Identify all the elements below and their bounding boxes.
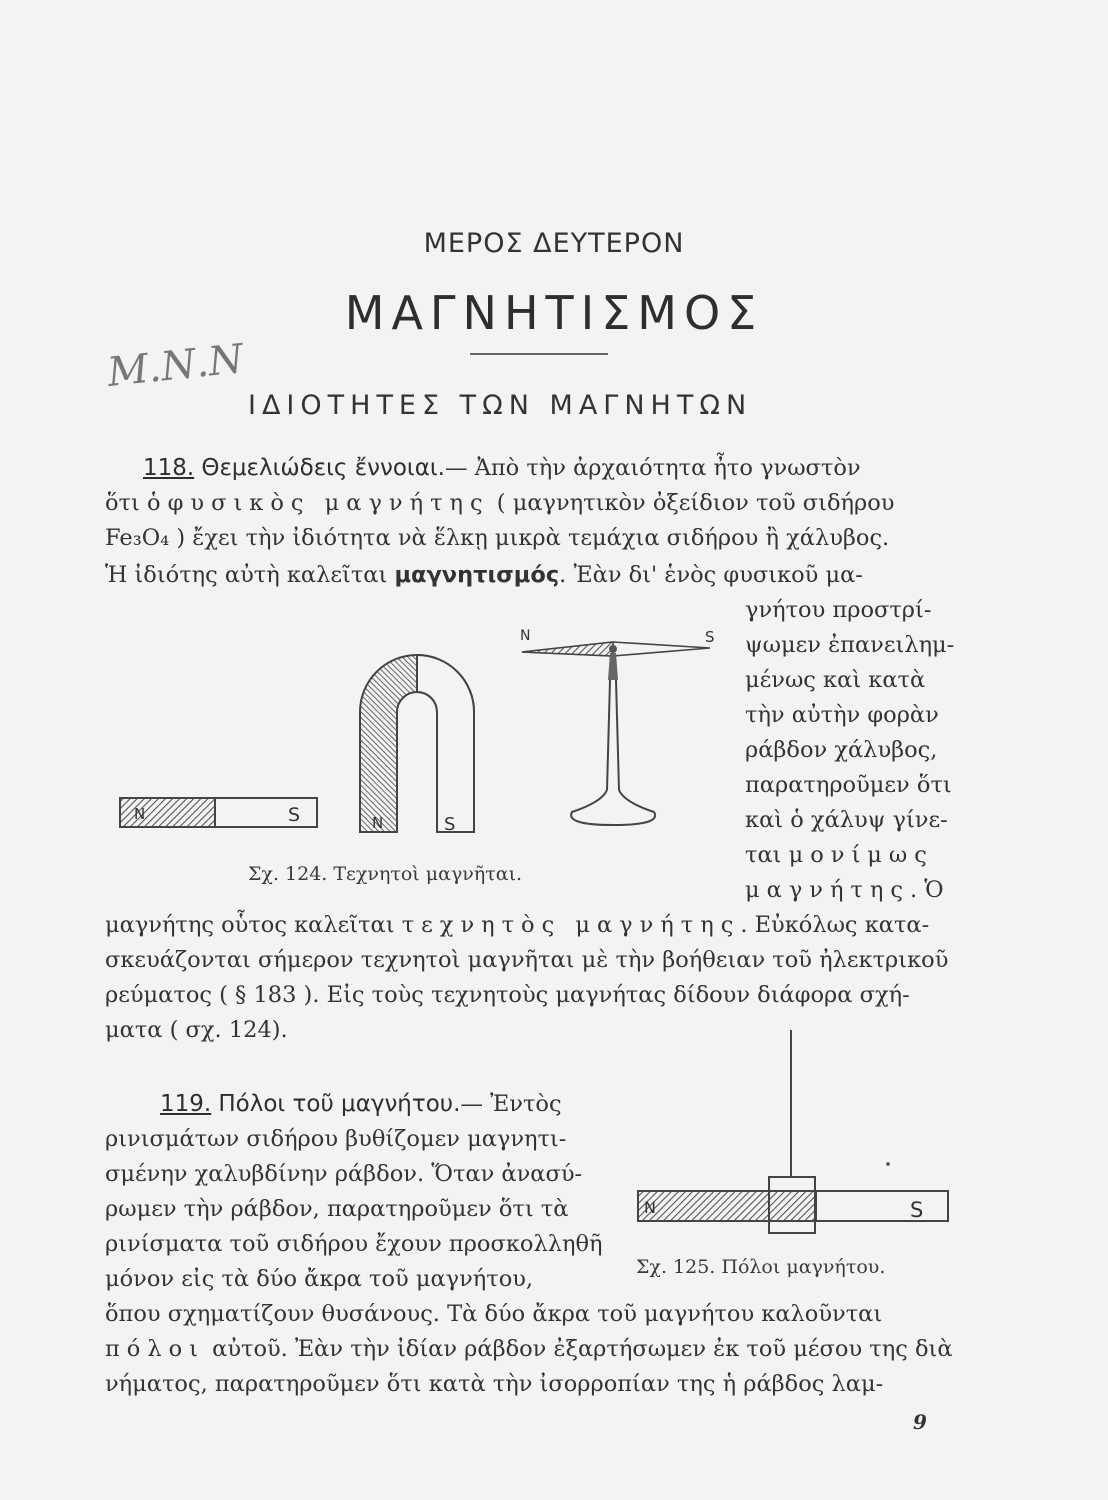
section-number: 119. (160, 1091, 212, 1117)
emphasis-term: φυσικὸς μαγνήτης (167, 490, 490, 516)
figure-124 (110, 620, 740, 850)
paragraph-119-line-8 (105, 1336, 953, 1362)
figure-125 (630, 1020, 970, 1250)
section-heading-119: Πόλοι τοῦ μαγνήτου. (218, 1091, 461, 1117)
chapter-title: ΜΑΓΝΗΤΙΣΜΟΣ (344, 286, 764, 340)
needle-n-label: N (520, 628, 531, 644)
bar-magnet-s-label: S (288, 804, 301, 826)
emphasis-term: πόλοι (105, 1336, 205, 1362)
horseshoe-magnet (360, 655, 474, 835)
handwritten-mark: Μ.Ν.Ν (105, 335, 246, 396)
term-magnetism: μαγνητισμός (394, 562, 560, 588)
text-run: — Ἐντὸς (460, 1091, 562, 1117)
side-line-1: γνήτου προστρί- (745, 597, 932, 623)
text-run: — Ἀπὸ τὴν ἀρχαιότητα ἦτο γνωστὸν (444, 455, 861, 481)
paragraph-119-line-2: ρινισμάτων σιδήρου βυθίζομεν μαγνητι- (105, 1126, 567, 1152)
text-run: ὅτι ὁ (105, 490, 161, 516)
paragraph-118-line-1 (143, 455, 861, 481)
text-run: . Εὐκόλως κατα- (740, 912, 930, 938)
paragraph-119-line-6: μόνον εἰς τὰ δύο ἄκρα τοῦ μαγνήτου, (105, 1266, 534, 1292)
emphasis-term: μονίμως (788, 842, 934, 868)
horseshoe-s-label: S (444, 814, 456, 835)
side-line-9 (745, 877, 944, 903)
text-run: . Ἐὰν δι' ἑνὸς φυσικοῦ μα- (559, 562, 863, 588)
text-run: μαγνήτης οὗτος καλεῖται (105, 912, 395, 938)
paragraph-118-after-2: σκευάζονται σήμερον τεχνητοὶ μαγνῆται μὲ τὴν βοήθειαν τοῦ ἠλεκτρικοῦ (105, 947, 949, 973)
bar-magnet-n-label: N (134, 805, 146, 823)
paragraph-119-line-9: νήματος, παρατηροῦμεν ὅτι κατὰ τὴν ἰσορροπίαν της ἡ ράβδος λαμ- (105, 1371, 884, 1397)
paragraph-118-line-4 (105, 562, 863, 588)
horseshoe-n-label: N (372, 814, 384, 832)
suspended-bar-magnet (638, 1177, 948, 1233)
text-run: . Ὁ (909, 877, 944, 903)
text-run: ( μαγνητικὸν ὀξείδιον τοῦ σιδήρου (496, 490, 895, 516)
section-heading: ΙΔΙΟΤΗΤΕΣ ΤΩΝ ΜΑΓΝΗΤΩΝ (248, 390, 753, 421)
paragraph-119-line-3: σμένην χαλυβδίνην ράβδον. Ὅταν ἀνασύ- (105, 1161, 583, 1187)
figure-125-caption: Σχ. 125. Πόλοι μαγνήτου. (636, 1256, 886, 1278)
side-line-3: μένως καὶ κατὰ (745, 667, 926, 693)
part-label: ΜΕΡΟΣ ΔΕΥΤΕΡΟΝ (423, 228, 685, 259)
text-run: ται (745, 842, 782, 868)
side-line-4: τὴν αὐτὴν φορὰν (745, 702, 939, 728)
emphasis-term: τεχνητὸς μαγνήτης (401, 912, 741, 938)
figure-124-caption: Σχ. 124. Τεχνητοὶ μαγνῆται. (248, 863, 523, 885)
side-line-8 (745, 842, 934, 868)
paragraph-118-line-2 (105, 490, 894, 516)
bar-n-label: N (644, 1198, 656, 1217)
paragraph-118-after-3: ρεύματος ( § 183 ). Εἰς τοὺς τεχνητοὺς μαγνήτας δίδουν διάφορα σχή- (105, 982, 910, 1008)
paragraph-119-line-5: ρινίσματα τοῦ σιδήρου ἔχουν προσκολληθῆ (105, 1231, 603, 1257)
side-line-2: ψωμεν ἐπανειλημ- (745, 632, 955, 658)
paragraph-119-line-7: ὅπου σχηματίζουν θυσάνους. Τὰ δύο ἄκρα τοῦ μαγνήτου καλοῦνται (105, 1301, 883, 1327)
section-heading-118: Θεμελιώδεις ἔννοιαι. (201, 455, 445, 481)
emphasis-term: μαγνήτης (745, 877, 910, 903)
section-number: 118. (143, 455, 195, 481)
paragraph-119-line-4: ρωμεν τὴν ράβδον, παρατηροῦμεν ὅτι τὰ (105, 1196, 569, 1222)
paragraph-119-line-1 (160, 1091, 562, 1117)
paragraph-118-line-3: Fe₃O₄ ) ἔχει τὴν ἰδιότητα νὰ ἕλκῃ μικρὰ τεμάχια σιδήρου ἢ χάλυβος. (105, 525, 890, 551)
title-rule (470, 353, 608, 355)
side-line-5: ράβδον χάλυβος, (745, 737, 938, 763)
page-number: 9 (913, 1410, 927, 1434)
bar-s-label: S (910, 1198, 924, 1222)
paragraph-118-after-4: ματα ( σχ. 124). (105, 1017, 288, 1043)
bar-magnet (120, 798, 317, 827)
side-line-7: καὶ ὁ χάλυψ γίνε- (745, 807, 948, 833)
text-run: αὐτοῦ. Ἐὰν τὴν ἰδίαν ράβδον ἐξαρτήσωμεν ἐκ τοῦ μέσου της διὰ (212, 1336, 953, 1362)
paragraph-118-after-1 (105, 912, 929, 938)
needle-s-label: S (705, 628, 715, 646)
compass-needle-stand (520, 628, 715, 825)
side-line-6: παρατηροῦμεν ὅτι (745, 772, 952, 798)
text-run: Ἡ ἰδιότης αὐτὴ καλεῖται (105, 562, 388, 588)
